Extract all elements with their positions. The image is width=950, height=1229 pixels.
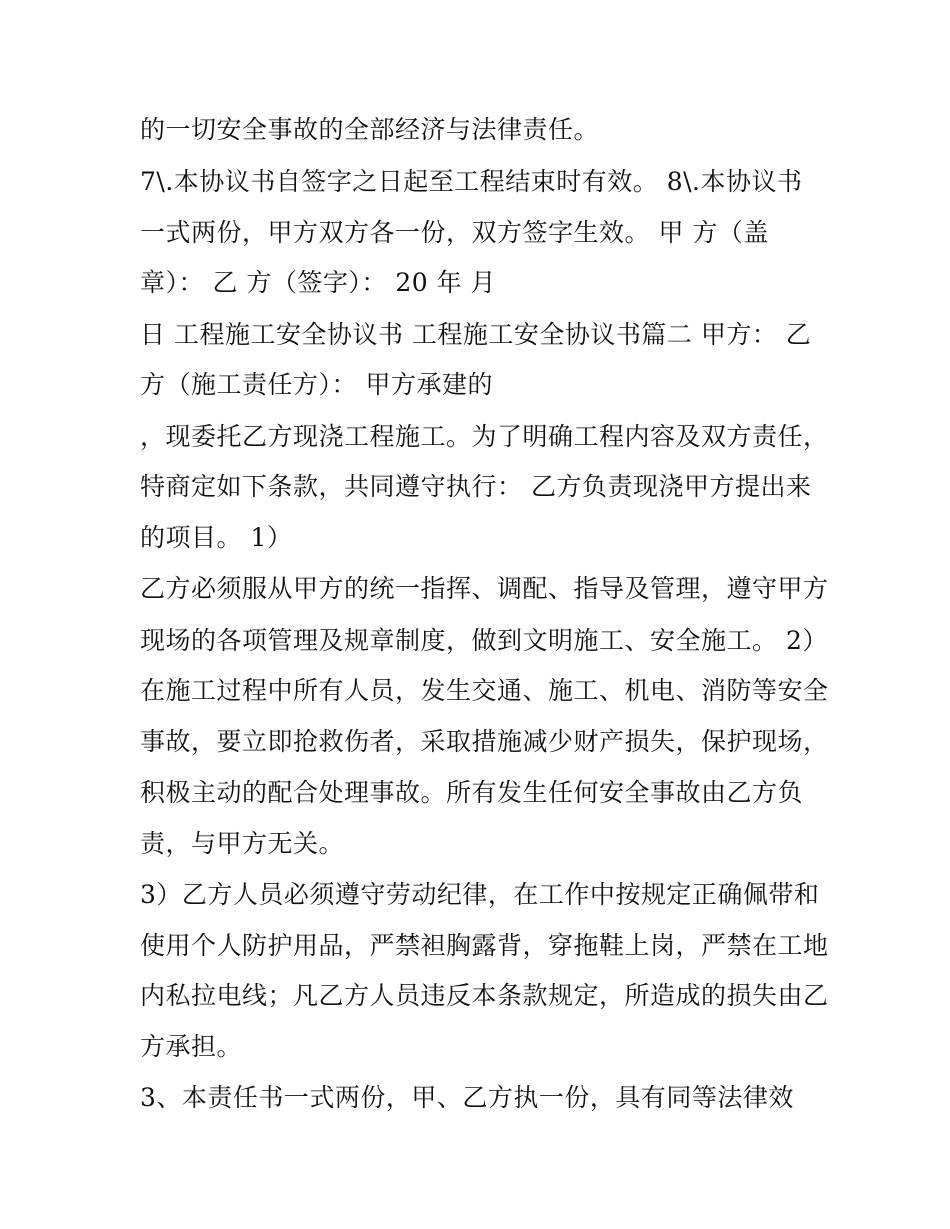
text-line-1: 的一切安全事故的全部经济与法律责任。 (140, 115, 600, 144)
text-line-4: 章）： 乙 方（签字）： 20 年 月 (140, 268, 497, 297)
text-line-12: 在施工过程中所有人员，发生交通、施工、机电、消防等安全 (140, 676, 829, 705)
text-line-7: ，现委托乙方现浇工程施工。为了明确工程内容及双方责任， (140, 422, 829, 451)
text-line-11: 现场的各项管理及规章制度，做到文明施工、安全施工。 2） (140, 626, 828, 655)
text-line-19: 方承担。 (140, 1032, 243, 1061)
text-line-8: 特商定如下条款，共同遵守执行： 乙方负责现浇甲方提出来 (140, 472, 812, 501)
text-line-9: 的项目。 1） (140, 523, 293, 552)
text-line-6: 方（施工责任方）： 甲方承建的 (140, 370, 493, 399)
text-line-14: 积极主动的配合处理事故。所有发生任何安全事故由乙方负 (140, 778, 804, 807)
text-line-16: 3）乙方人员必须遵守劳动纪律，在工作中按规定正确佩带和 (140, 880, 820, 909)
text-line-13: 事故，要立即抢救伤者，采取措施减少财产损失，保护现场， (140, 727, 829, 756)
text-line-17: 使用个人防护用品，严禁袒胸露背，穿拖鞋上岗，严禁在工地 (140, 931, 829, 960)
text-line-15: 责，与甲方无关。 (140, 829, 345, 858)
text-line-5: 日 工程施工安全协议书 工程施工安全协议书篇二 甲方： 乙 (140, 320, 812, 349)
text-line-20: 3、本责任书一式两份，甲、乙方执一份，具有同等法律效 (140, 1083, 794, 1112)
text-line-3: 一式两份，甲方双方各一份，双方签字生效。 甲 方（盖 (140, 218, 769, 247)
text-line-10: 乙方必须服从甲方的统一指挥、调配、指导及管理，遵守甲方 (140, 574, 829, 603)
text-line-18: 内私拉电线；凡乙方人员违反本条款规定，所造成的损失由乙 (140, 981, 829, 1010)
text-line-2: 7\.本协议书自签字之日起至工程结束时有效。 8\.本协议书 (140, 167, 803, 196)
